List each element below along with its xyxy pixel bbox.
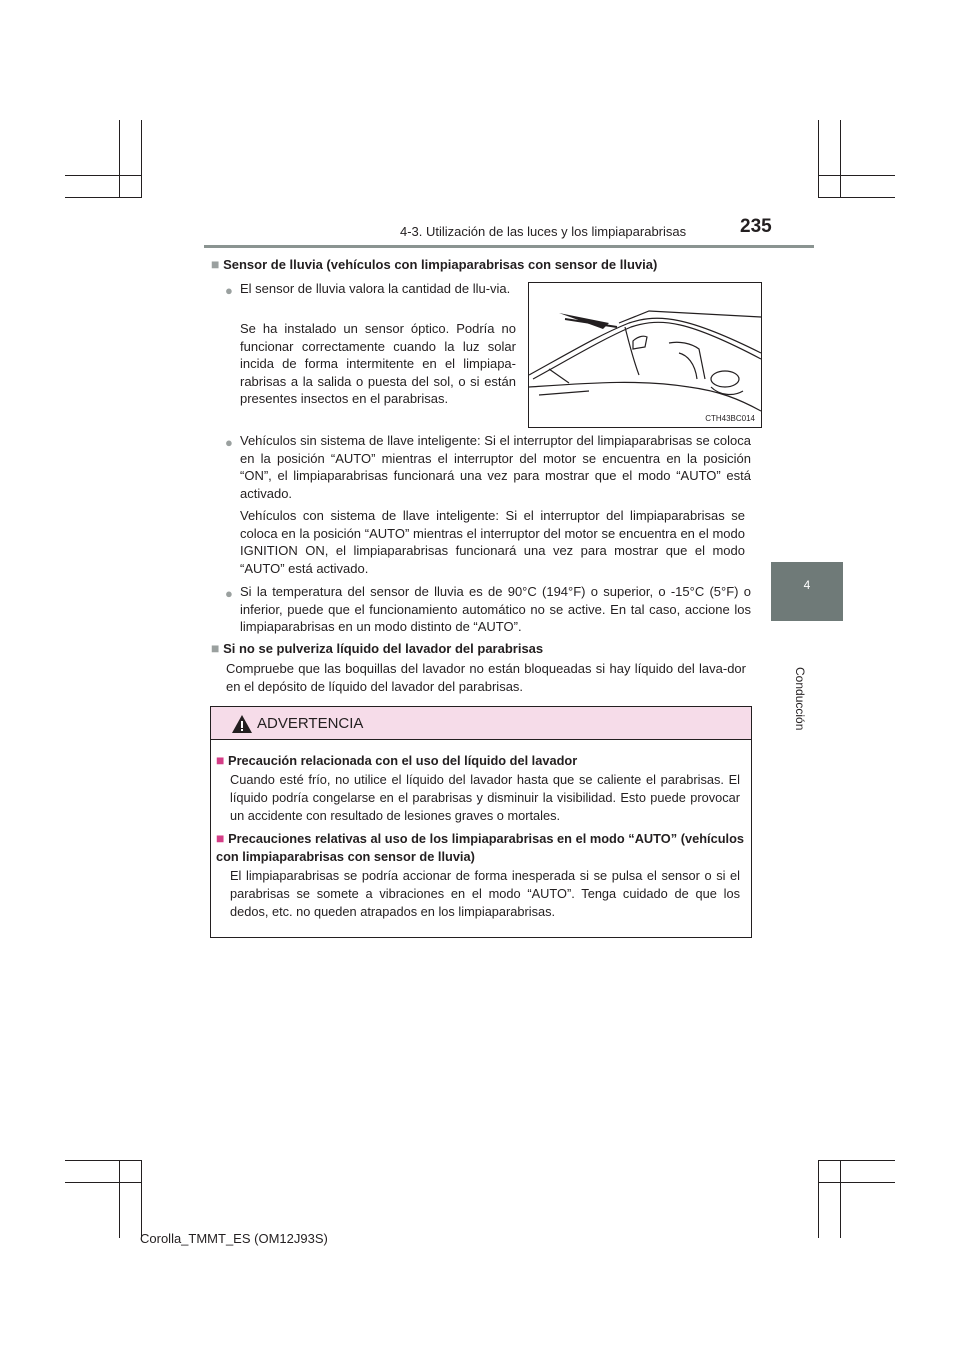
square-bullet-icon: ■ (216, 830, 225, 846)
rain-sensor-heading (211, 256, 751, 274)
square-bullet-icon: ■ (211, 640, 220, 656)
crop-mark-bottom-left-h (65, 1160, 142, 1161)
rain-sensor-heading-text: Sensor de lluvia (vehículos con limpiaparabrisas con sensor de lluvia) (223, 257, 658, 272)
section-title: 4-3. Utilización de las luces y los limpiaparabrisas (400, 224, 687, 239)
crop-mark-bottom-right-v2 (840, 1160, 841, 1238)
rain-sensor-bullet-2: Vehículos sin sistema de llave inteligente: Si el interruptor del limpiaparabrisas se coloca en la posición “AUTO” mientras el interruptor del motor se encuentra en la posición “ON”, el limpiaparabrisas funcionará una vez para mostrar que el modo “AUTO” está activado. (240, 433, 751, 501)
crop-mark-top-left-h2 (65, 197, 142, 198)
warning-item-1-heading-text: Precaución relacionada con el uso del líquido del lavador (228, 753, 578, 768)
warning-item-2-text: El limpiaparabrisas se podría accionar de forma inesperada si se pulsa el sensor o si el parabrisas se somete a vibraciones en el modo “AUTO”. Tenga cuidado de que los dedos, etc. no queden atrapados en los limpiaparabrisas. (230, 868, 740, 919)
warning-item-1-text: Cuando esté frío, no utilice el líquido del lavador hasta que se caliente el parabrisas. El líquido podría congelarse en el parabrisas y disminuir la visibilidad. Esto puede provocar un accidente con resultado de lesiones graves o mortales. (230, 772, 740, 823)
crop-mark-bottom-left-v (119, 1160, 120, 1238)
crop-mark-bottom-left-v2 (141, 1160, 142, 1238)
warning-box (210, 706, 752, 938)
rain-sensor-bullet-1: El sensor de lluvia valora la cantidad de llu-via. (240, 281, 511, 296)
warning-item-2-heading-text: Precauciones relativas al uso de los limpiaparabrisas en el modo “AUTO” (vehículos con limpiaparabrisas con sensor de lluvia) (216, 831, 745, 864)
washer-heading (211, 640, 751, 658)
chapter-tab (771, 562, 843, 621)
bullet-dot-icon: ● (225, 283, 233, 298)
warning-title: ADVERTENCIA (257, 715, 364, 732)
washer-heading-text: Si no se pulveriza líquido del lavador del parabrisas (223, 641, 544, 656)
crop-mark-top-left-h (65, 175, 142, 176)
square-bullet-icon: ■ (216, 752, 225, 768)
crop-mark-bottom-left-h2 (65, 1182, 142, 1183)
crop-mark-top-right-h (818, 175, 895, 176)
crop-mark-bottom-right-h2 (818, 1182, 895, 1183)
crop-mark-top-right-v2 (840, 120, 841, 198)
figure-code: CTH43BC014 (705, 414, 755, 423)
bullet-dot-icon: ● (225, 586, 233, 601)
crop-mark-top-left-v (119, 120, 120, 198)
washer-text: Compruebe que las boquillas del lavador no están bloqueadas si hay líquido del lava-dor en el depósito de líquido del lavador del parabrisas. (226, 661, 746, 694)
warning-triangle-icon (232, 715, 252, 733)
rain-sensor-bullet-1-detail: Se ha instalado un sensor óptico. Podría no funcionar correctamente cuando la luz solar incida de forma intermitente en el limpiapa-rabrisas a la salida o puesta del sol, o si están presentes insectos en el parabrisas. (240, 321, 516, 406)
warning-header (211, 707, 751, 740)
chapter-label-text: Conducción (793, 667, 807, 731)
footer-document-id: Corolla_TMMT_ES (OM12J93S) (140, 1231, 328, 1246)
crop-mark-bottom-right-v (818, 1160, 819, 1238)
warning-item-1-heading (216, 751, 744, 770)
header-rule (204, 245, 814, 248)
square-bullet-icon: ■ (211, 256, 220, 272)
rain-sensor-bullet-2-detail: Vehículos con sistema de llave inteligente: Si el interruptor del limpiaparabrisas se coloca en la posición “AUTO” mientras el interruptor del motor se encuentra en el modo IGNITION ON, el limpiaparabrisas funcionará una vez para mostrar que el modo “AUTO” está activado. (240, 508, 745, 576)
chapter-number: 4 (803, 578, 811, 592)
rain-sensor-bullet-3: Si la temperatura del sensor de lluvia es de 90°C (194°F) o superior, o -15°C (5°F) o inferior, puede que el funcionamiento automático no se active. En tal caso, accione los limpiaparabrisas en un modo distinto de “AUTO”. (240, 584, 751, 634)
crop-mark-top-right-v (818, 120, 819, 198)
bullet-dot-icon: ● (225, 435, 233, 450)
rain-sensor-illustration (528, 282, 762, 428)
warning-item-2-heading (216, 829, 744, 866)
crop-mark-top-left-v2 (141, 120, 142, 198)
windshield-illustration (529, 283, 761, 427)
crop-mark-bottom-right-h (818, 1160, 895, 1161)
page-number: 235 (740, 216, 772, 237)
crop-mark-top-right-h2 (818, 197, 895, 198)
